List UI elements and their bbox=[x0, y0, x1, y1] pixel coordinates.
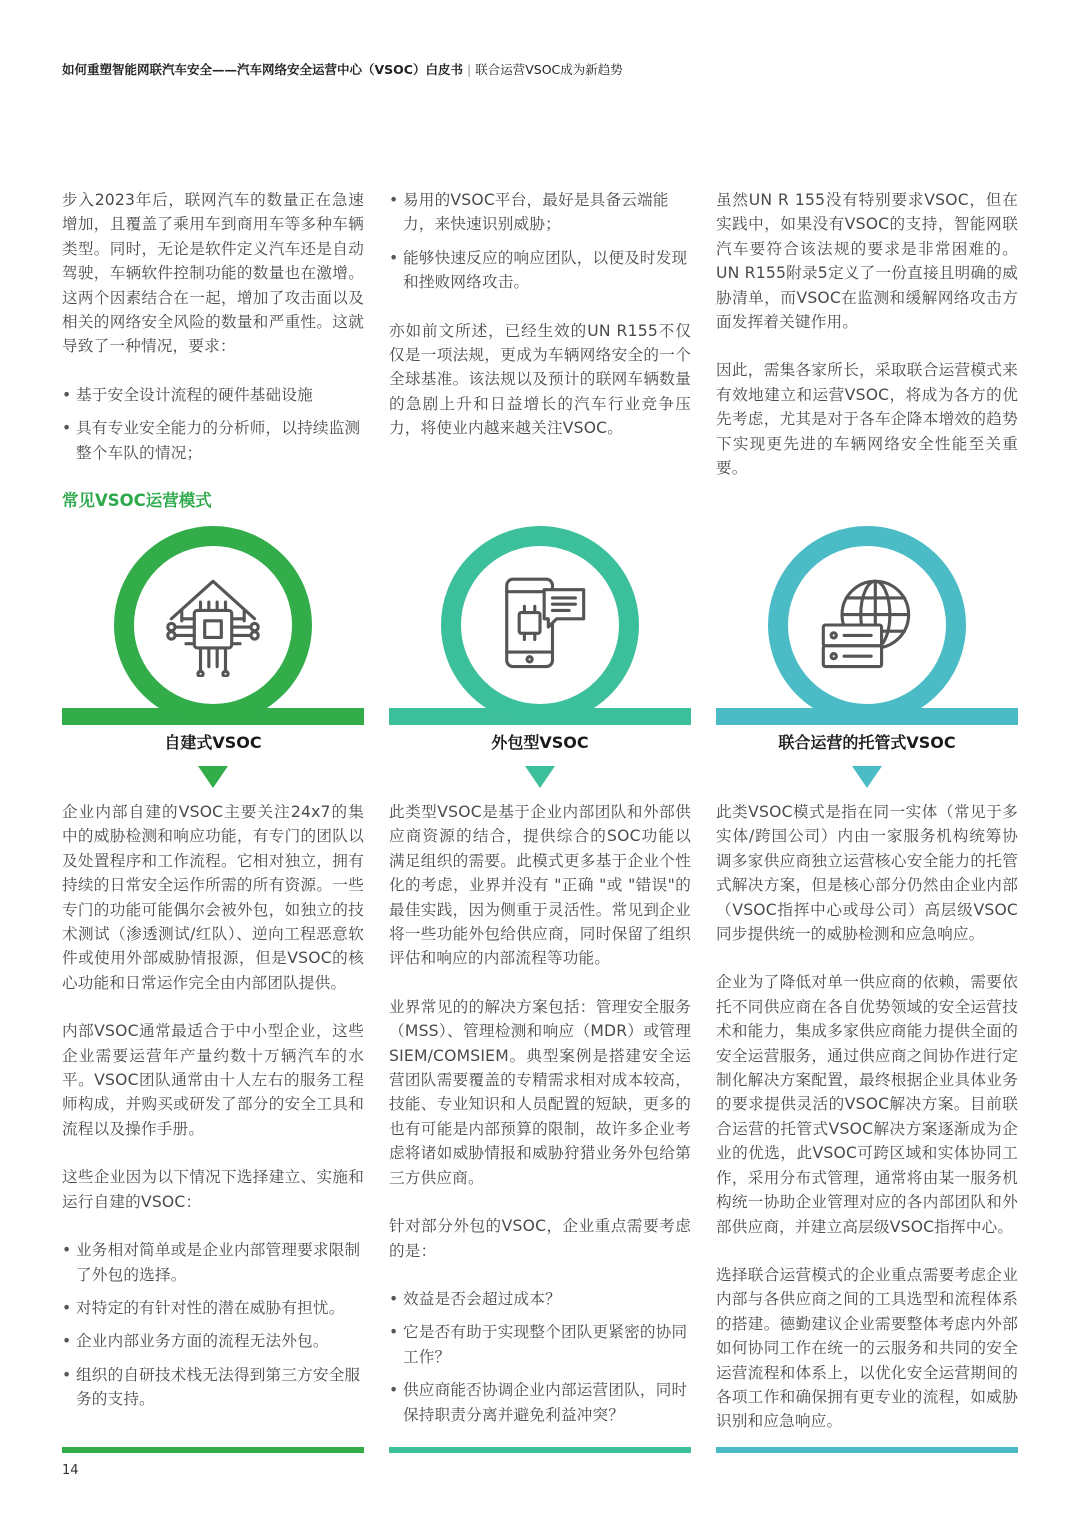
list-item: • 对特定的有针对性的潜在威胁有担忧。 bbox=[62, 1296, 364, 1320]
smart-home-chip-icon bbox=[161, 573, 265, 677]
body-paragraph: 针对部分外包的VSOC，企业重点需要考虑的是： bbox=[389, 1217, 691, 1260]
list-item: • 基于安全设计流程的硬件基础设施 bbox=[62, 383, 364, 407]
intro-column-2 bbox=[389, 188, 691, 465]
section-title: 常见VSOC运营模式 bbox=[62, 491, 212, 510]
list-item: • 组织的自研技术栈无法得到第三方安全服务的支持。 bbox=[62, 1363, 364, 1412]
body-column-self-built bbox=[62, 800, 364, 1436]
list-item: • 效益是否会超过成本？ bbox=[389, 1287, 691, 1311]
list-item: • 业务相对简单或是企业内部管理要求限制了外包的选择。 bbox=[62, 1238, 364, 1287]
intro-paragraph: 虽然UN R 155没有特别要求VSOC，但在实践中，如果没有VSOC的支持，智能网联汽车要符合该法规的要求是非常困难的。UN R155附录5定义了一份直接且明确的威胁清单，而VSOC在监测和缓解网络攻击方面发挥着关键作用。 bbox=[716, 191, 1018, 332]
footer-divider-green bbox=[62, 1447, 364, 1453]
body-paragraph: 业界常见的的解决方案包括：管理安全服务（MSS）、管理检测和响应（MDR）或管理SIEM/COMSIEM。典型案例是搭建安全运营团队需要覆盖的专精需求相对成本较高，技能、专业知识和人员配置的短缺，更多的也有可能是内部预算的限制，故许多企业考虑将诸如威胁情报和威胁狩猎业务外包给第三方供应商。 bbox=[389, 997, 691, 1187]
list-item: • 能够快速反应的响应团队，以便及时发现和挫败网络攻击。 bbox=[389, 246, 691, 295]
mobile-chat-icon bbox=[488, 573, 592, 677]
page-header bbox=[62, 60, 623, 78]
intro-bullet-list bbox=[389, 188, 691, 295]
intro-paragraph: 因此，需集各家所长，采取联合运营模式来有效地建立和运营VSOC，将成为各方的优先考虑，尤其是对于各车企降本增效的趋势下实现更先进的车辆网络安全性能至关重要。 bbox=[716, 361, 1018, 478]
intro-column-3 bbox=[716, 188, 1018, 504]
body-column-outsourced bbox=[389, 800, 691, 1451]
intro-paragraph: 亦如前文所述，已经生效的UN R155不仅仅是一项法规，更成为车辆网络安全的一个全球基准。该法规以及预计的联网车辆数量的急剧上升和日益增长的汽车行业竞争压力，将使业内越来越关注VSOC。 bbox=[389, 321, 691, 438]
body-column-joint-managed bbox=[716, 800, 1018, 1458]
header-separator: | bbox=[466, 62, 472, 77]
footer-divider-cyan bbox=[716, 1447, 1018, 1453]
body-bullet-list bbox=[62, 1238, 364, 1411]
body-paragraph: 这些企业因为以下情况下选择建立、实施和运行自建的VSOC： bbox=[62, 1168, 364, 1211]
model-label: 外包型VSOC bbox=[491, 733, 589, 752]
model-card-joint-managed bbox=[716, 526, 1018, 791]
list-item: • 企业内部业务方面的流程无法外包。 bbox=[62, 1329, 364, 1353]
model-arrow-down bbox=[525, 766, 555, 788]
header-section: 联合运营VSOC成为新趋势 bbox=[475, 62, 623, 77]
model-label: 联合运营的托管式VSOC bbox=[778, 733, 956, 752]
list-item: • 供应商能否协调企业内部运营团队，同时保持职责分离并避免利益冲突？ bbox=[389, 1378, 691, 1427]
body-paragraph: 内部VSOC通常最适合于中小型企业，这些企业需要运营年产量约数十万辆汽车的水平。VSOC团队通常由十人左右的服务工程师构成，并购买或研发了部分的安全工具和流程以及操作手册。 bbox=[62, 1022, 364, 1138]
body-paragraph: 企业内部自建的VSOC主要关注24x7的集中的威胁检测和响应功能，有专门的团队以及处置程序和工作流程。它相对独立，拥有持续的日常安全运作所需的所有资源。一些专门的功能可能偶尔会被外包，如独立的技术测试（渗透测试/红队）、逆向工程恶意软件或使用外部威胁情报源，但是VSOC的核心功能和日常运作完全由内部团队提供。 bbox=[62, 803, 364, 992]
model-label: 自建式VSOC bbox=[164, 733, 262, 752]
model-card-self-built bbox=[62, 526, 364, 791]
intro-column-1 bbox=[62, 188, 364, 489]
list-item: • 它是否有助于实现整个团队更紧密的协同工作？ bbox=[389, 1320, 691, 1369]
body-paragraph: 此类型VSOC是基于企业内部团队和外部供应商资源的结合，提供综合的SOC功能以满足组织的需要。此模式更多基于企业个性化的考虑，业界并没有 "正确 "或 "错误"的最佳实践，因为侧重于灵活性。常见到企业将一些功能外包给供应商，同时保留了组织评估和响应的内部流程等功能。 bbox=[389, 803, 691, 968]
page-number: 14 bbox=[62, 1463, 79, 1478]
model-card-outsourced bbox=[389, 526, 691, 791]
globe-server-icon bbox=[815, 573, 919, 677]
body-paragraph: 企业为了降低对单一供应商的依赖，需要依托不同供应商在各自优势领域的安全运营技术和能力，集成多家供应商能力提供全面的安全运营服务，通过供应商之间协作进行定制化解决方案配置，最终根据企业具体业务的要求提供灵活的VSOC解决方案。目前联合运营的托管式VSOC解决方案逐渐成为企业的优选，此VSOC可跨区域和实体协同工作，采用分布式管理，通常将由某一服务机构统一协助企业管理对应的各内部团队和外部供应商，并建立高层级VSOC指挥中心。 bbox=[716, 973, 1018, 1236]
intro-paragraph: 步入2023年后，联网汽车的数量正在急速增加，且覆盖了乘用车到商用车等多种车辆类型。同时，无论是软件定义汽车还是自动驾驶，车辆软件控制功能的数量也在激增。这两个因素结合在一起，增加了攻击面以及相关的网络安全风险的数量和严重性。这就导致了一种情况，要求： bbox=[62, 191, 364, 356]
header-title: 如何重塑智能网联汽车安全——汽车网络安全运营中心（VSOC）白皮书 bbox=[62, 62, 463, 77]
body-bullet-list bbox=[389, 1287, 691, 1427]
list-item: • 易用的VSOC平台，最好是具备云端能力，来快速识别威胁； bbox=[389, 188, 691, 237]
list-item: • 具有专业安全能力的分析师，以持续监测整个车队的情况； bbox=[62, 416, 364, 465]
model-arrow-down bbox=[852, 766, 882, 788]
footer-divider-teal bbox=[389, 1447, 691, 1453]
intro-bullet-list bbox=[62, 383, 364, 465]
model-arrow-down bbox=[198, 766, 228, 788]
body-paragraph: 此类VSOC模式是指在同一实体（常见于多实体/跨国公司）内由一家服务机构统筹协调多家供应商独立运营核心安全能力的托管式解决方案，但是核心部分仍然由企业内部（VSOC指挥中心或母公司）高层级VSOC同步提供统一的威胁检测和应急响应。 bbox=[716, 803, 1018, 944]
body-paragraph: 选择联合运营模式的企业重点需要考虑企业内部与各供应商之间的工具选型和流程体系的搭建。德勤建议企业需要整体考虑内外部如何协同工作在统一的云服务和共同的安全运营流程和体系上，以优化安全运营期间的各项工作和确保拥有更专业的流程，如威胁识别和应急响应。 bbox=[716, 1265, 1018, 1431]
